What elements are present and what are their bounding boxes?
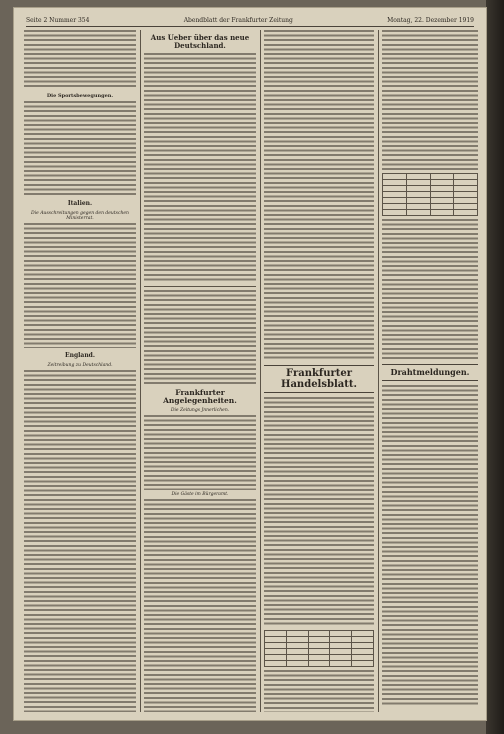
column-2 — [144, 30, 256, 712]
section-heading-handelsblatt: Frankfurter Handelsblatt. — [264, 365, 374, 393]
text-block — [382, 30, 478, 170]
text-block — [24, 30, 136, 90]
text-block — [382, 385, 478, 705]
column-rule — [378, 30, 379, 712]
section-heading-italy: Italien. — [67, 200, 93, 207]
text-block — [24, 370, 136, 712]
section-heading-drahtmeldungen: Drahtmeldungen. — [382, 364, 478, 381]
column-1 — [24, 30, 136, 712]
text-block — [24, 101, 136, 196]
section-subheading-england: Zeitreibung zu Deutschland. — [47, 363, 113, 368]
section-heading-frankfurt: Frankfurter Angelegenheiten. — [163, 388, 237, 405]
text-block — [382, 219, 478, 359]
divider — [144, 286, 256, 287]
text-block — [264, 397, 374, 627]
text-block — [264, 30, 374, 360]
text-block — [144, 53, 256, 283]
market-table — [382, 173, 478, 216]
header-date: Montag, 22. Dezember 1919 — [387, 16, 474, 24]
column-3 — [264, 30, 374, 712]
header-paper-title: Abendblatt der Frankfurter Zeitung — [183, 16, 293, 24]
text-block — [144, 415, 256, 490]
running-header — [26, 14, 474, 27]
column-4 — [382, 30, 478, 712]
text-block — [144, 290, 256, 385]
text-block — [144, 499, 256, 712]
article-title: Aus Ueber über das neue Deutschland. — [150, 33, 250, 50]
subheading-2: Die Gäste im Bürgeramt. — [171, 492, 229, 497]
text-block — [264, 670, 374, 712]
text-block — [24, 223, 136, 348]
stock-table — [264, 630, 374, 667]
column-rule — [260, 30, 261, 712]
section-heading-england: England. — [65, 352, 95, 359]
header-page-number: Seite 2 Nummer 354 — [26, 16, 90, 24]
subheading-1: Die Zeitungs Jnnerlichen. — [170, 408, 230, 413]
section-subheading-italy: Die Ausschreitungen gegen den deutschen Ministerrat. — [31, 211, 129, 221]
newspaper-page — [14, 8, 486, 720]
section-heading-sport: Die Sportsbewegungen. — [46, 93, 114, 99]
adjacent-page-edge — [486, 0, 504, 734]
column-rule — [140, 30, 141, 712]
